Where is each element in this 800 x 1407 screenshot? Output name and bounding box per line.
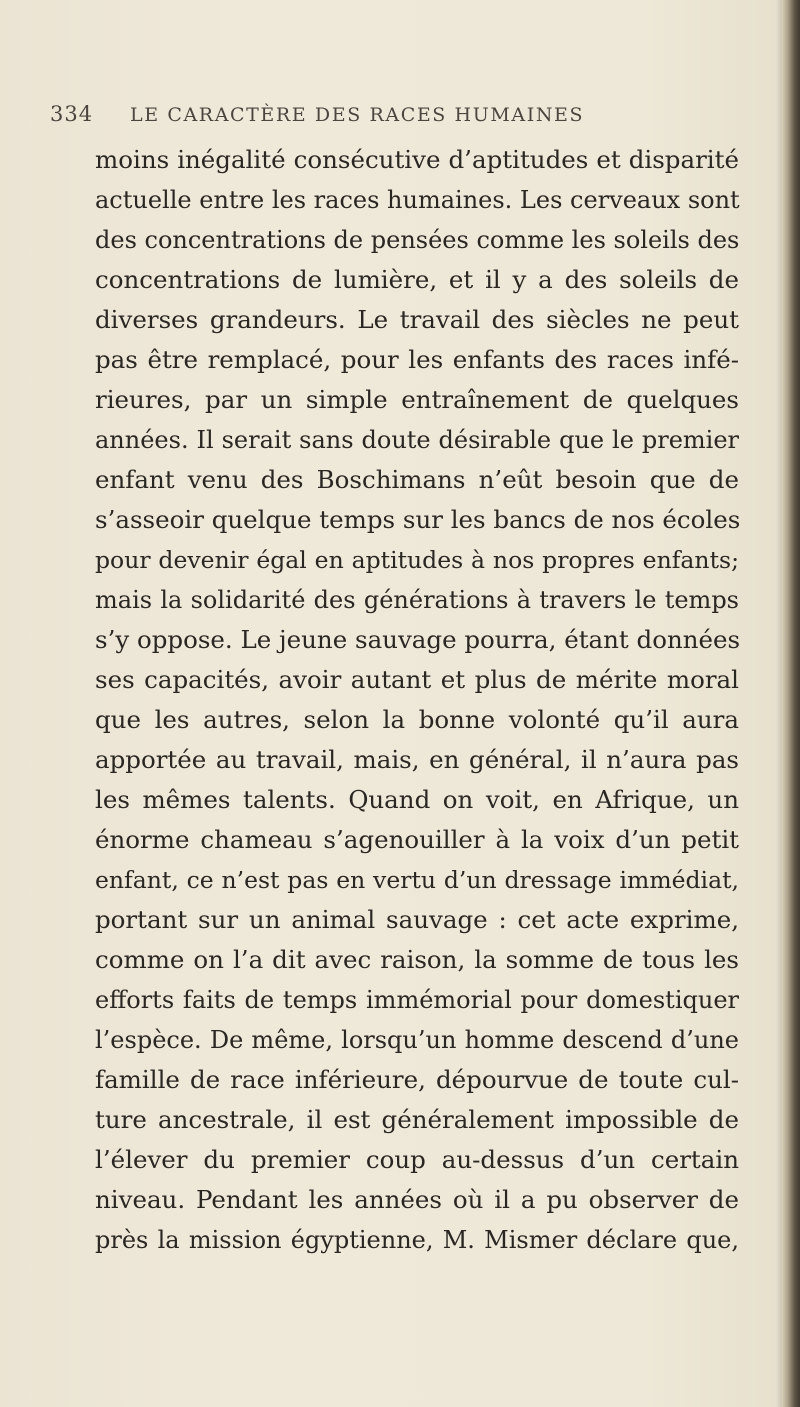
text-line: enfant venu des Boschimans n’eût besoin que de — [95, 465, 739, 494]
text-line: s’asseoir quelque temps sur les bancs de nos écoles — [95, 505, 741, 534]
text-line: actuelle entre les races humaines. Les cerveaux sont — [95, 186, 740, 214]
text-line: années. Il serait sans doute désirable que le premier — [95, 426, 739, 454]
page-number: 334 — [50, 102, 94, 126]
text-line: que les autres, selon la bonne volonté qu’il aura — [95, 705, 739, 734]
text-line: près la mission égyptienne, M. Mismer déclare que, — [95, 1226, 739, 1254]
text-line: s’y oppose. Le jeune sauvage pourra, étant données — [95, 625, 741, 654]
text-line: famille de race inférieure, dépourvue de toute cul- — [95, 1065, 739, 1094]
text-line: enfant, ce n’est pas en vertu d’un dressage immédiat, — [95, 866, 739, 894]
text-line: des concentrations de pensées comme les soleils des — [95, 226, 740, 254]
text-line: pour devenir égal en aptitudes à nos propres enfants; — [95, 546, 739, 574]
body-text — [95, 140, 745, 1260]
text-line: ses capacités, avoir autant et plus de mérite moral — [95, 665, 739, 694]
text-line: ture ancestrale, il est généralement impossible de — [95, 1105, 739, 1134]
page-edge — [782, 0, 800, 1407]
text-line: niveau. Pendant les années où il a pu observer de — [95, 1185, 739, 1214]
running-head: LE CARACTÈRE DES RACES HUMAINES — [130, 104, 585, 126]
text-line: mais la solidarité des générations à travers le temps — [95, 586, 739, 614]
text-line: efforts faits de temps immémorial pour domestiquer — [95, 986, 739, 1014]
text-line: l’élever du premier coup au-dessus d’un certain — [95, 1145, 739, 1174]
text-line: moins inégalité consécutive d’aptitudes et disparité — [95, 145, 739, 174]
text-line: concentrations de lumière, et il y a des soleils de — [95, 265, 739, 294]
text-line: les mêmes talents. Quand on voit, en Afrique, un — [95, 785, 739, 814]
text-line: comme on l’a dit avec raison, la somme de tous les — [95, 945, 739, 974]
text-line: portant sur un animal sauvage : cet acte exprime, — [95, 905, 739, 934]
text-line: l’espèce. De même, lorsqu’un homme descend d’une — [95, 1026, 739, 1054]
text-line: pas être remplacé, pour les enfants des races infé- — [95, 345, 739, 374]
page-header — [50, 100, 740, 140]
text-line: rieures, par un simple entraînement de quelques — [95, 385, 739, 414]
text-line: diverses grandeurs. Le travail des siècles ne peut — [95, 305, 739, 334]
text-line: énorme chameau s’agenouiller à la voix d’un petit — [95, 825, 739, 854]
text-line: apportée au travail, mais, en général, il n’aura pas — [95, 745, 739, 774]
